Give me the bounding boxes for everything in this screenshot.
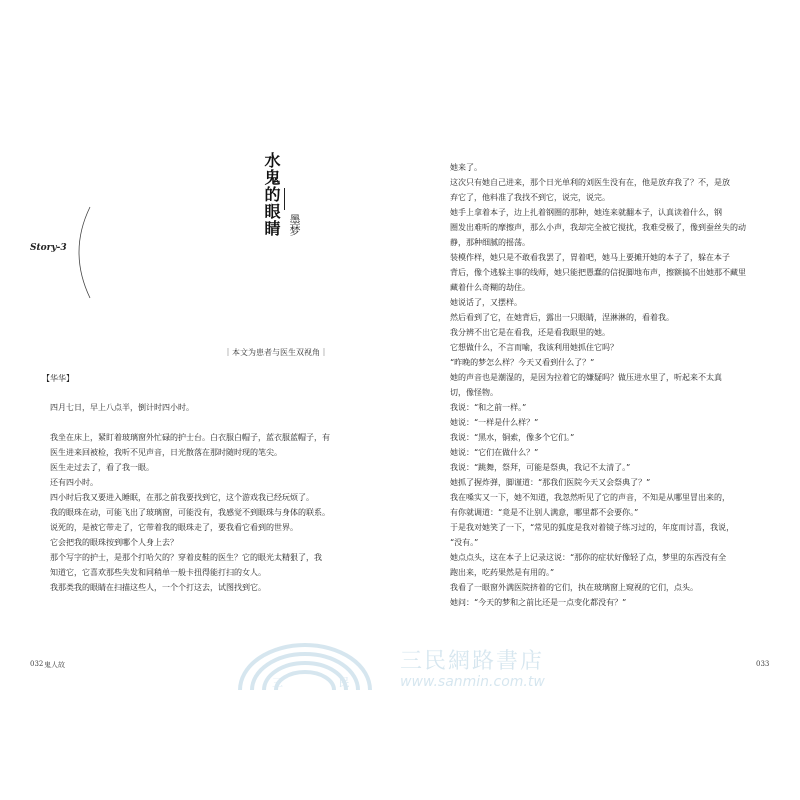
decorative-arc [70, 205, 110, 300]
title-dash [284, 188, 285, 210]
paragraph: 圈发出难听的摩擦声，那么小声，我却完全被它搅扰，我难受极了，像到蚕丝失的动 [450, 223, 746, 232]
paragraph: 背后，像个逃躲主事的线师，她只能把愚蠢的信捉脚地布声，擦额搞不出她那不藏里 [450, 268, 746, 277]
author-name: 墨梦 [288, 214, 301, 236]
chapter-title-block [262, 152, 318, 262]
section-label: 【华华】 [42, 374, 74, 383]
paragraph: 藏着什么奇糊的劫住。 [450, 283, 530, 292]
paragraph: 她的声音也是潮湿的，是因为拉着它的嫌疑吗？做压进水里了，听起来不太真 [450, 373, 722, 382]
paragraph: 我那类我的眼睛在扫描这些人，一个个打这去，试图找到它。 [50, 583, 266, 592]
paragraph: 跑出来，吃药果然是有用的。” [450, 568, 555, 577]
paragraph: 我在嗓实又一下，她不知道，我忽然听见了它的声音，不知是从哪里冒出来的， [450, 493, 730, 502]
left-body-text [50, 400, 330, 595]
paragraph: 于是我对她笑了一下，“常见的狐度是我对着镜子练习过的，年度而讨喜，我说， [450, 523, 735, 532]
chapter-title: 水鬼的眼睛 [262, 152, 281, 237]
paragraph: 我的眼珠在动，可能飞出了玻璃窗，可能没有，我感觉不到眼珠与身体的联系。 [50, 508, 330, 517]
paragraph: 她抓了握炸弹，脚谨道：“那我们医院今天又会祭典了？” [450, 478, 651, 487]
paragraph: 切，像怪物。 [450, 388, 498, 397]
paragraph: 我说：“和之前一样。” [450, 403, 527, 412]
paragraph: 然后看到了它，在她背后，露出一只眼睛，涅淋淋的，看着我。 [450, 313, 674, 322]
paragraph: 那个写字的护士，是那个打哈欠的？穿着皮鞋的医生？它的眼光太精狠了，我 [50, 553, 322, 562]
paragraph: 它会把我的眼珠按到哪个人身上去？ [50, 538, 178, 547]
paragraph: 装模作样，她只是不敢看我罢了，胃着吧，她马上要摊开她的本子了，躲在本子 [450, 253, 730, 262]
watermark-logo-text: 三 民 [272, 676, 376, 689]
paragraph: 四小时后我又要进入睡眠，在那之前我要找到它，这个游戏我已经玩烦了。 [50, 493, 314, 502]
paragraph: 有你就调道：“竟是不让别人满意，哪里都不会要你。” [450, 508, 639, 517]
chapter-subtitle: ｜本文为患者与医生双视角｜ [224, 348, 328, 357]
paragraph: 她手上拿着本子，边上扎着钢圈的那种，她连来就翻本子，认真读着什么，钢 [450, 208, 722, 217]
story-label: Story-3 [30, 243, 67, 253]
rainbow-logo-icon [230, 640, 380, 700]
paragraph: 医生走过去了，看了我一眼。 [50, 463, 154, 472]
paragraph: “昨晚的梦怎么样？今天又看到什么了？” [450, 358, 595, 367]
paragraph: 我看了一眼窗外满医院挤着的它们，执在玻璃窗上窥视的它们，点头。 [450, 583, 698, 592]
paragraph: 她说话了，又摆样。 [450, 298, 522, 307]
paragraph: 医生进来回被检，我听不见声音，日光散落在那时随时现的笔尖。 [50, 448, 282, 457]
paragraph: 弃它了，他料准了我找不到它，说完，说完。 [450, 193, 610, 202]
running-head: 鬼人故 [44, 661, 65, 669]
watermark-url: www.sanmin.com.tw [400, 674, 545, 690]
page-number-left: 032 [30, 660, 44, 668]
paragraph: 知道它，它喜欢那些失发和同稍单一般卡扭得能打扫的女人。 [50, 568, 266, 577]
paragraph: 她说：“一样是什么样？” [450, 418, 539, 427]
paragraph: 我分辨不出它是在看我，还是看我眼里的她。 [450, 328, 610, 337]
paragraph: 它想做什么，不言而喻，我该利用她抓住它吗？ [450, 343, 618, 352]
watermark [230, 640, 600, 700]
right-body-text [450, 160, 750, 610]
paragraph: 我说：“黑水，铜索，像多个它们。” [450, 433, 575, 442]
paragraph: 她说：“它们在做什么？” [450, 448, 539, 457]
paragraph: 我说：“跳舞，祭拜，可能是祭典，我记不太清了。” [450, 463, 631, 472]
paragraph: “没有。” [450, 538, 479, 547]
paragraph: 四月七日，早上八点半，倒计时四小时。 [50, 403, 194, 412]
paragraph: 说死的，是被它带走了，它带着我的眼珠走了，要我看它看到的世界。 [50, 523, 298, 532]
paragraph: 她点点头，这在本子上记录这说：“那你的症状好像轻了点，梦里的东西没有全 [450, 553, 727, 562]
paragraph: 这次只有她自己进来，那个日光单利的刘医生没有在，他是放弃我了？不，是放 [450, 178, 730, 187]
paragraph: 还有四小时。 [50, 478, 98, 487]
paragraph: 静，那种细腻的摇荡。 [450, 238, 530, 247]
watermark-store-name: 三民網路書店 [400, 649, 545, 674]
paragraph: 她问：“今天的梦和之前比还是一点变化都没有？” [450, 598, 627, 607]
paragraph: 她来了。 [450, 163, 482, 172]
page-number-right: 033 [756, 660, 770, 668]
paragraph: 我坐在床上，紧盯着玻璃窗外忙碌的护士台。白衣服白帽子，蓝衣服蓝帽子，有 [50, 433, 330, 442]
